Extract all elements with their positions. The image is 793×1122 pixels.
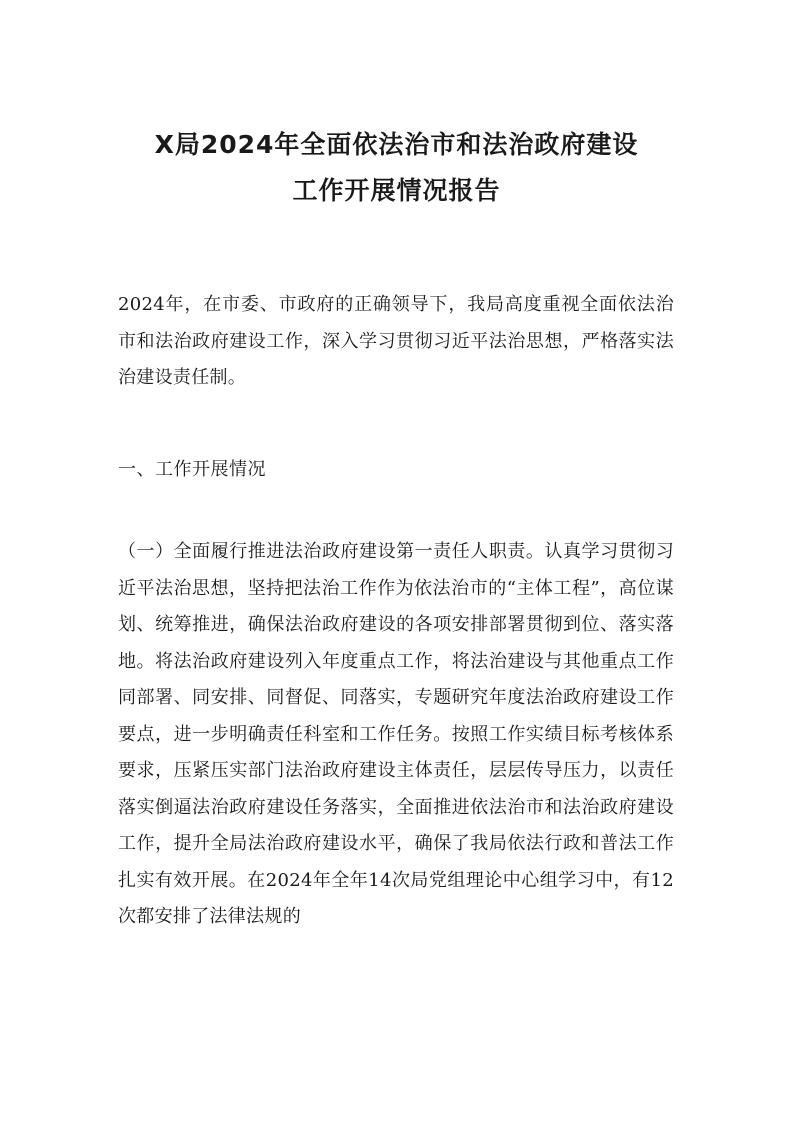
document-title <box>100 122 693 214</box>
intro-paragraph: 2024年，在市委、市政府的正确领导下，我局高度重视全面依法治市和法治政府建设工作，深入学习贯彻习近平法治思想，严格落实法治建设责任制。 <box>118 294 674 388</box>
title-line-1: X局2024年全面依法治市和法治政府建设 <box>154 130 639 159</box>
section-heading: 一、工作开展情况 <box>118 459 266 480</box>
body-paragraph: （一）全面履行推进法治政府建设第一责任人职责。认真学习贯彻习近平法治思想，坚持把法治工作作为依法治市的“主体工程”，高位谋划、统筹推进，确保法治政府建设的各项安排部署贯彻到位、落实落地。将法治政府建设列入年度重点工作，将法治建设与其他重点工作同部署、同安排、同督促、同落实，专题研究年度法治政府建设工作要点，进一步明确责任科室和工作任务。按照工作实绩目标考核体系要求，压紧压实部门法治政府建设主体责任，层层传导压力，以责任落实倒逼法治政府建设任务落实，全面推进依法治市和法治政府建设工作，提升全局法治政府建设水平，确保了我局依法行政和普法工作扎实有效开展。在2024年全年14次局党组理论中心组学习中，有12次都安排了法律法规的 <box>118 541 674 927</box>
title-line-2: 工作开展情况报告 <box>292 176 501 205</box>
